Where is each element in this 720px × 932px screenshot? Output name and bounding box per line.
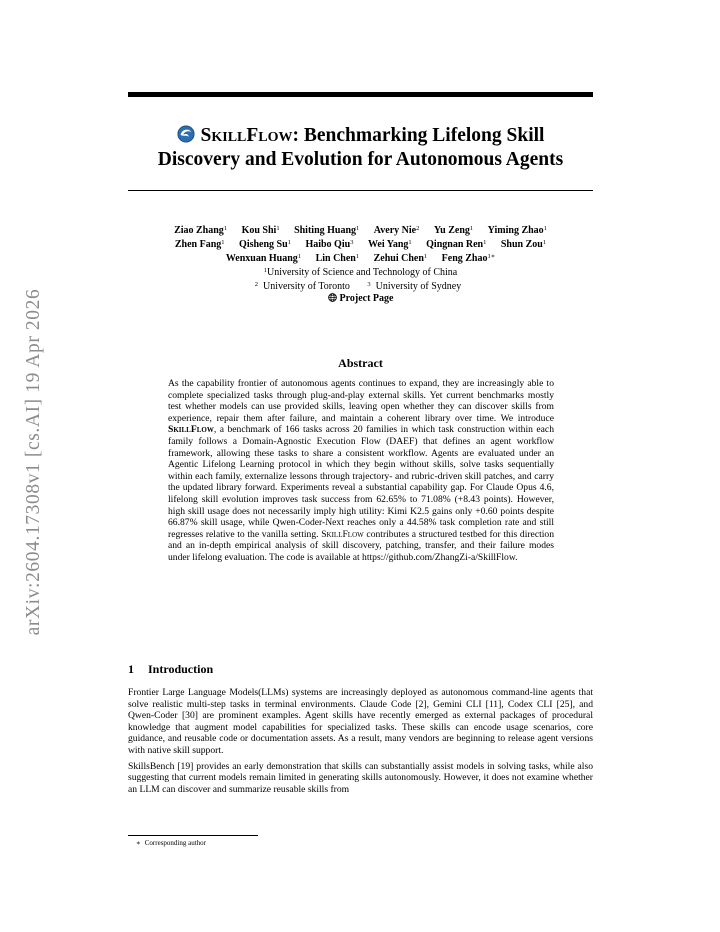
abstract-heading: Abstract — [338, 356, 383, 370]
project-page-label: Project Page — [339, 293, 394, 304]
author-name: Haibo Qiu$^3$ — [305, 239, 354, 250]
author-row-1 — [128, 223, 593, 237]
arxiv-identifier-stamp — [20, 262, 48, 662]
abstract-body: As the capability frontier of autonomous agents continues to expand, they are increasingly able to complete specialized tasks through plug-and-play external skills. Yet current benchmarks mostly test whether models can use provided skills, leaving open whether they can discover skills from experience, repair them after failure, and maintain a coherent library over time. We introduce SkillFlow, a benchmark of 166 tasks across 20 families in which task construction within each family follows a Domain-Agnostic Execution Flow (DAEF) that defines an agent workflow framework, allowing these tasks to share a consistent workflow. Agents are evaluated under an Agentic Lifelong Learning protocol in which they begin without skills, solve tasks sequentially within each family, externalize lessons through trajectory- and rubric-driven skill patches, and carry the updated library forward. Experiments reveal a substantial capability gap. For Claude Opus 4.6, lifelong skill evolution improves task success from 62.65% to 71.08% (+8.43 points). However, high skill usage does not necessarily imply high utility: Kimi K2.5 gains only +0.60 points despite 66.87% skill usage, while Qwen-Coder-Next reaches only a 44.58% task completion rate and still regresses relative to the vanilla setting. SkillFlow contributes a structured testbed for this direction and an in-depth empirical analysis of skill discovery, patching, transfer, and their failure modes under lifelong evaluation. The code is available at https://github.com/ZhangZi-a/SkillFlow. — [168, 378, 554, 563]
introduction-body — [128, 687, 593, 799]
intro-paragraph-1: Frontier Large Language Models(LLMs) systems are increasingly deployed as autonomous command-line agents that solve realistic multi-step tasks in terminal environments. Claude Code [2], Gemini CLI [11], Codex CLI [25], and Qwen-Coder [30] are prominent examples. Agent skills have recently emerged as external packages of procedural knowledge that augment model capabilities for specialized tasks. These skills can encode usage scenarios, core guidance, and reusable code or documentation assets. As a result, many vendors are beginning to release agent versions with native skill support. — [128, 687, 593, 756]
footnote — [128, 839, 206, 847]
author-name: Zhen Fang$^1$ — [174, 239, 225, 250]
title-top-rule — [128, 92, 593, 97]
section-number: 1 — [128, 662, 134, 676]
section-title: Introduction — [148, 662, 214, 676]
author-name: Qingnan Ren$^1$ — [426, 239, 487, 250]
affiliation-sydney: University of Sydney — [375, 281, 462, 292]
footnote-rule — [128, 835, 258, 836]
title-line1: : Benchmarking Lifelong Skill — [292, 125, 545, 146]
author-block — [128, 223, 593, 305]
affiliation-toronto: University of Toronto — [263, 281, 350, 292]
paper-title — [128, 124, 593, 172]
project-page-link[interactable] — [128, 293, 593, 305]
title-bottom-rule — [128, 190, 593, 191]
section-heading-introduction — [128, 662, 213, 677]
benchmark-name-bold: SkillFlow — [168, 424, 214, 436]
author-name: Ziao Zhang$^1$ — [174, 225, 228, 236]
footnote-text: Corresponding author — [144, 839, 207, 847]
affiliation-line-2: $^2$ University of Toronto $^3$ University of Sydney — [254, 281, 462, 292]
author-name: Kou Shi$^1$ — [241, 225, 280, 236]
arxiv-identifier-text: arXiv:2604.17308v1 [cs.AI] 19 Apr 2026 — [23, 288, 44, 636]
benchmark-name-smallcaps: SkillFlow — [321, 528, 364, 540]
affiliation-line-1: $^1$University of Science and Technology of China — [263, 267, 458, 278]
author-name: Yu Zeng$^1$ — [433, 225, 474, 236]
intro-paragraph-2: SkillsBench [19] provides an early demonstration that skills can substantially assist models in solving tasks, while also suggesting that current models remain limited in generating skills autonomously. However, it does not examine whether an LLM can discover and summarize reusable skills from — [128, 760, 593, 795]
affiliation-ustc: University of Science and Technology of China — [267, 267, 458, 278]
skillflow-logo-icon — [177, 125, 195, 143]
author-name: Yiming Zhao$^1$ — [487, 225, 547, 236]
title-line2: Discovery and Evolution for Autonomous Agents — [157, 149, 564, 170]
globe-icon — [328, 293, 337, 302]
title-benchmark-name: SkillFlow — [200, 125, 293, 146]
author-name: Shiting Huang$^1$ — [294, 225, 360, 236]
author-name: Avery Nie$^2$ — [373, 225, 420, 236]
author-name: Wenxuan Huang$^1$ — [225, 253, 302, 264]
author-name: Feng Zhao$^{1∗}$ — [441, 253, 496, 264]
author-row-3 — [128, 251, 593, 265]
author-name: Qisheng Su$^1$ — [239, 239, 291, 250]
footnote-mark: ∗ — [136, 839, 141, 847]
author-name: Zehui Chen$^1$ — [373, 253, 428, 264]
author-row-2 — [128, 237, 593, 251]
author-name: Wei Yang$^1$ — [367, 239, 412, 250]
author-name: Lin Chen$^1$ — [315, 253, 360, 264]
author-name: Shun Zou$^1$ — [500, 239, 547, 250]
